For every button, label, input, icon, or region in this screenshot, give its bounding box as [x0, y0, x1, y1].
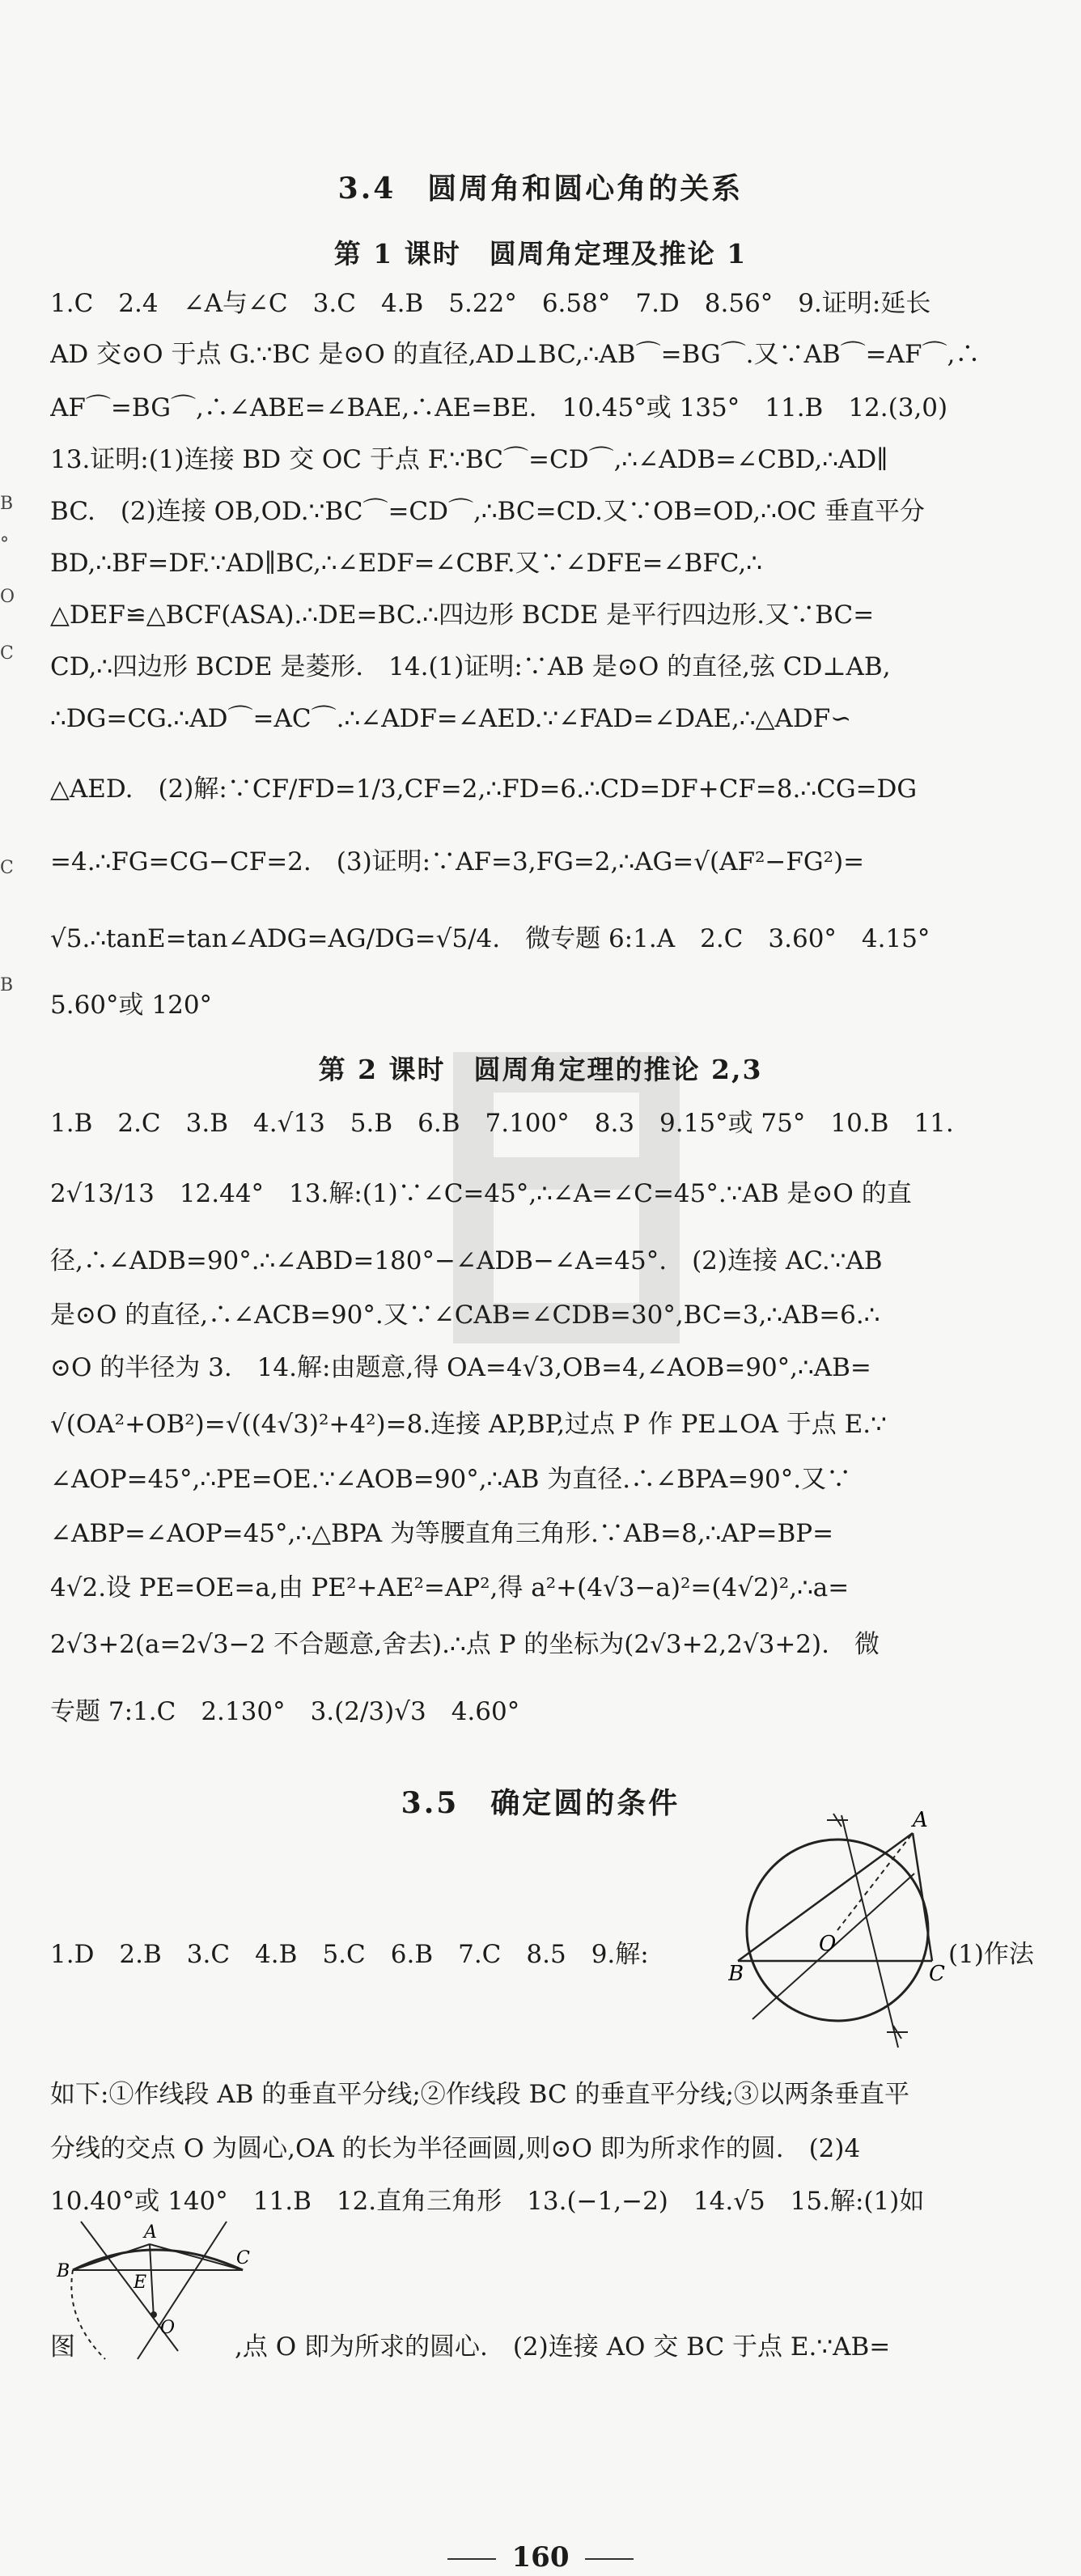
figure-label-c: C [929, 1962, 945, 1986]
edge-mark-3: O [0, 587, 15, 607]
answer-line-26: (1)作法 [948, 1940, 1034, 1969]
answer-line-19: √(OA²+OB²)=√((4√3)²+4²)=8.连接 AP,BP,过点 P 作 PE⊥OA 于点 E.∵ [50, 1410, 887, 1439]
answer-line-6: BD,∴BF=DF.∵AD∥BC,∴∠EDF=∠CBF.又∵∠DFE=∠BFC,∴ [50, 549, 762, 578]
figure-label-b: B [728, 1962, 744, 1986]
figure2-label-a: A [144, 2222, 157, 2243]
answer-line-31: ,点 O 即为所求的圆心. (2)连接 AO 交 BC 于点 E.∵AB= [235, 2332, 891, 2362]
answer-line-15: 2√13/13 12.44° 13.解:(1)∵∠C=45°,∴∠A=∠C=45°.∵AB 是⊙O 的直 [50, 1179, 912, 1208]
lesson-1-title: 第 1 课时 圆周角定理及推论 1 [333, 238, 748, 269]
answer-line-22: 4√2.设 PE=OE=a,由 PE²+AE²=AP²,得 a²+(4√3−a)²=(4√2)²,∴a= [50, 1573, 850, 1602]
answer-line-29: 10.40°或 140° 11.B 12.直角三角形 13.(−1,−2) 14.√5 15.解:(1)如 [50, 2187, 925, 2216]
circle-construction-figure [728, 1809, 947, 2052]
answer-line-10: △AED. (2)解:∵CF/FD=1/3,CF=2,∴FD=6.∴CD=DF+CF=8.∴CG=DG [50, 774, 918, 804]
answer-line-14: 1.B 2.C 3.B 4.√13 5.B 6.B 7.100° 8.3 9.15°或 75° 10.B 11. [50, 1109, 954, 1138]
section-title-3-5: 3.5 确定圆的条件 [401, 1786, 680, 1820]
answer-line-27: 如下:①作线段 AB 的垂直平分线;②作线段 BC 的垂直平分线;③以两条垂直平 [50, 2080, 909, 2109]
answer-line-23: 2√3+2(a=2√3−2 不合题意,舍去).∴点 P 的坐标为(2√3+2,2√3+2). 微 [50, 1630, 880, 1659]
answer-line-1: 1.C 2.4 ∠A与∠C 3.C 4.B 5.22° 6.58° 7.D 8.56° 9.证明:延长 [50, 289, 931, 318]
answer-line-16: 径,∴∠ADB=90°.∴∠ABD=180°−∠ADB−∠A=45°. (2)连接 AC.∵AB [50, 1246, 883, 1275]
answer-line-2: AD 交⊙O 于点 G.∵BC 是⊙O 的直径,AD⊥BC,∴AB⌒=BG⌒.又∵AB⌒=AF⌒,∴ [50, 340, 981, 369]
edge-mark-6: B [0, 975, 14, 995]
edge-mark-4: C [0, 643, 14, 664]
edge-mark-2: ° [0, 534, 9, 554]
figure2-label-o: O [160, 2318, 176, 2338]
answer-line-4: 13.证明:(1)连接 BD 交 OC 于点 F.∵BC⌒=CD⌒,∴∠ADB=∠CBD,∴AD∥ [50, 445, 888, 474]
answer-line-5: BC. (2)连接 OB,OD.∵BC⌒=CD⌒,∴BC=CD.又∵OB=OD,∴OC 垂直平分 [50, 497, 925, 526]
figure2-label-b: B [57, 2261, 70, 2281]
section-title-3-4: 3.4 圆周角和圆心角的关系 [337, 172, 744, 206]
figure2-label-c: C [236, 2248, 250, 2268]
answer-line-11: =4.∴FG=CG−CF=2. (3)证明:∵AF=3,FG=2,∴AG=√(AF²−FG²)= [50, 847, 865, 876]
answer-line-12: √5.∴tanE=tan∠ADG=AG/DG=√5/4. 微专题 6:1.A 2.C 3.60° 4.15° [50, 924, 931, 953]
page-number [0, 2541, 1081, 2574]
lesson-2-title: 第 2 课时 圆周角定理的推论 2,3 [318, 1054, 763, 1085]
page-number-dash-left [447, 2558, 496, 2560]
figure-label-o: O [819, 1932, 837, 1956]
answer-line-21: ∠ABP=∠AOP=45°,∴△BPA 为等腰直角三角形.∵AB=8,∴AP=BP= [50, 1519, 834, 1548]
answer-line-17: 是⊙O 的直径,∴∠ACB=90°.又∵∠CAB=∠CDB=30°,BC=3,∴AB=6.∴ [50, 1301, 880, 1330]
answer-line-13: 5.60°或 120° [50, 991, 213, 1020]
answer-line-3: AF⌒=BG⌒,∴∠ABE=∠BAE,∴AE=BE. 10.45°或 135° 11.B 12.(3,0) [50, 393, 948, 422]
figure-label-a: A [913, 1809, 928, 1832]
answer-line-30: 图 [50, 2332, 75, 2362]
answer-line-9: ∴DG=CG.∴AD⌒=AC⌒.∴∠ADF=∠AED.∵∠FAD=∠DAE,∴△ADF∽ [50, 704, 852, 733]
page-number-dash-right [585, 2558, 634, 2560]
page-number-text: 160 [511, 2541, 570, 2574]
figure2-label-e: E [134, 2273, 147, 2293]
answer-line-18: ⊙O 的半径为 3. 14.解:由题意,得 OA=4√3,OB=4,∠AOB=90°,∴AB= [50, 1353, 871, 1382]
answer-line-28: 分线的交点 O 为圆心,OA 的长为半径画圆,则⊙O 即为所求作的圆. (2)4 [50, 2134, 861, 2163]
answer-line-20: ∠AOP=45°,∴PE=OE.∵∠AOB=90°,∴AB 为直径.∴∠BPA=90°.又∵ [50, 1465, 852, 1494]
edge-mark-1: B [0, 494, 14, 514]
answer-line-25: 1.D 2.B 3.C 4.B 5.C 6.B 7.C 8.5 9.解: [50, 1940, 649, 1969]
answer-line-8: CD,∴四边形 BCDE 是菱形. 14.(1)证明:∵AB 是⊙O 的直径,弦 CD⊥AB, [50, 652, 891, 681]
edge-mark-5: C [0, 858, 14, 878]
answer-line-24: 专题 7:1.C 2.130° 3.(2/3)√3 4.60° [50, 1697, 520, 1726]
answer-line-7: △DEF≌△BCF(ASA).∴DE=BC.∴四边形 BCDE 是平行四边形.又∵BC= [50, 601, 875, 630]
